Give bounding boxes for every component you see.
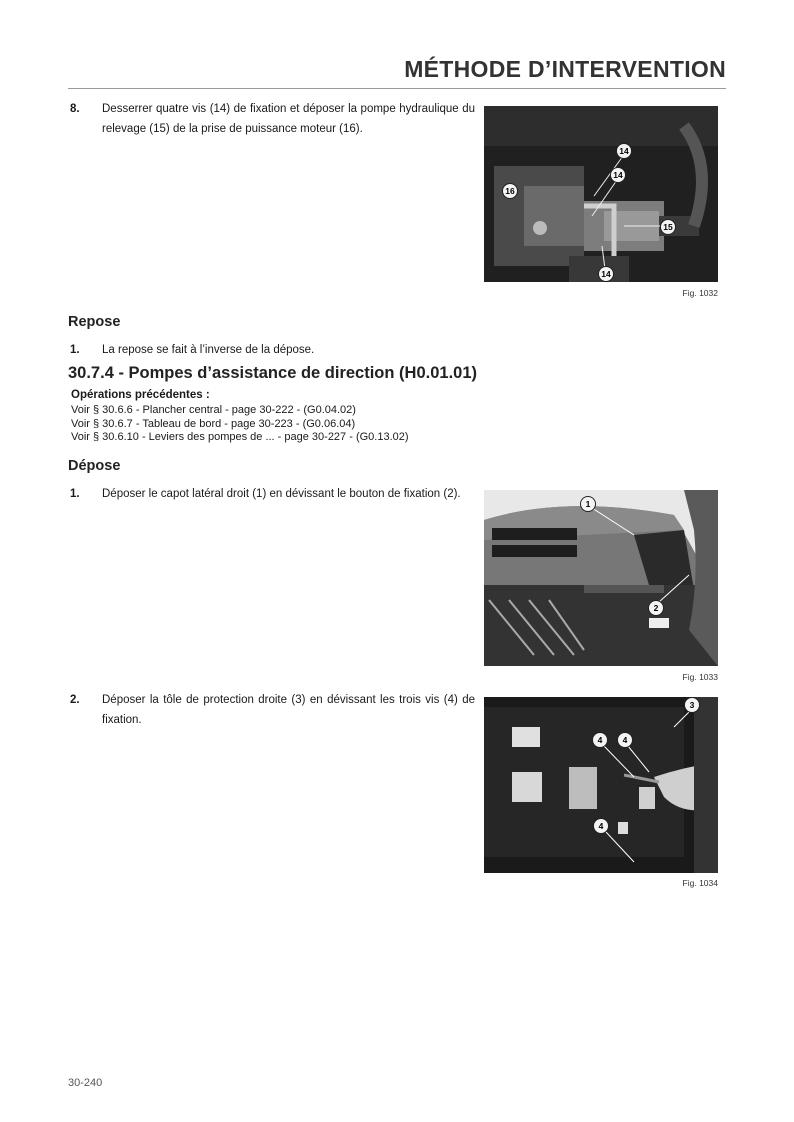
callout-14: 14 [598,266,614,282]
previous-operation-link[interactable]: Voir § 30.6.6 - Plancher central - page 30-222 - (G0.04.02) [71,404,356,416]
figure-1032-photo [484,106,718,282]
previous-operations-list [71,404,409,445]
figure-1033-photo [484,490,718,666]
page-number: 30-240 [68,1077,103,1089]
callout-4: 4 [592,732,608,748]
callout-14: 14 [610,167,626,183]
figure-caption: Fig. 1034 [682,878,718,888]
step-8 [68,99,475,139]
step-text: Déposer la tôle de protection droite (3) en dévissant les trois vis (4) de fixation. [102,694,475,726]
callout-16: 16 [502,183,518,199]
figure-caption: Fig. 1033 [682,672,718,682]
depose-step-1 [68,484,475,504]
figure-1034-photo [484,697,718,873]
callout-4: 4 [617,732,633,748]
depose-step-2 [68,690,475,730]
step-number: 1. [70,488,80,500]
repose-step-1 [68,340,475,360]
callout-15: 15 [660,219,676,235]
previous-operation-link[interactable]: Voir § 30.6.10 - Leviers des pompes de ... - page 30-227 - (G0.13.02) [71,431,409,443]
section-title: 30.7.4 - Pompes d’assistance de direction (H0.01.01) [68,364,478,382]
step-number: 1. [70,344,80,356]
previous-operation-link[interactable]: Voir § 30.6.7 - Tableau de bord - page 30-223 - (G0.06.04) [71,417,356,430]
page-header-title: MÉTHODE D’INTERVENTION [404,56,726,82]
step-text: Déposer le capot latéral droit (1) en dévissant le bouton de fixation (2). [102,488,461,500]
callout-1: 1 [580,496,596,512]
callout-14: 14 [616,143,632,159]
step-text: Desserrer quatre vis (14) de fixation et déposer la pompe hydraulique du relevage (15) de la prise de puissance moteur (16). [102,103,475,135]
step-number: 2. [70,694,80,706]
callout-2: 2 [648,600,664,616]
previous-operations-title: Opérations précédentes : [71,389,210,401]
header-divider [68,88,726,89]
callout-3: 3 [684,697,700,713]
section-heading-repose: Repose [68,314,121,330]
figure-caption: Fig. 1032 [682,288,718,298]
section-heading-depose: Dépose [68,458,121,474]
step-text: La repose se fait à l’inverse de la dépose. [102,344,315,356]
step-number: 8. [70,103,80,115]
callout-4: 4 [593,818,609,834]
